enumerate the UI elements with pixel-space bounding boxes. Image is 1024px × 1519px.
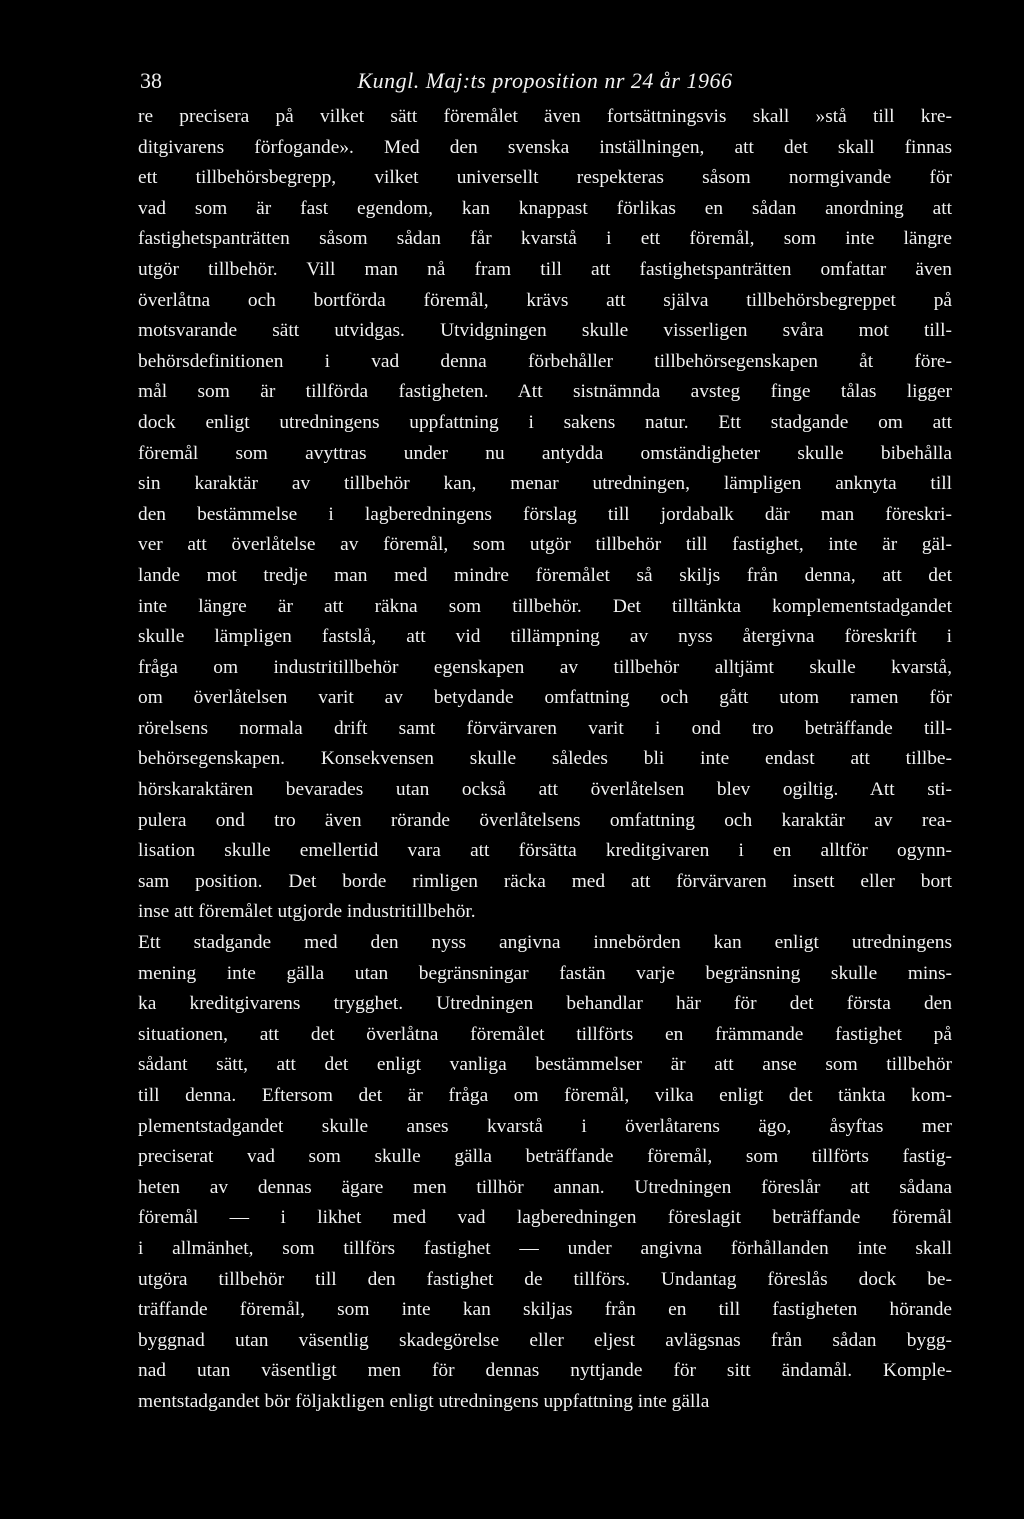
text-line: preciserat vad som skulle gälla beträffande föremål, som tillförts fastig- [138,1146,952,1168]
text-line: plementstadgandet skulle anses kvarstå i överlåtarens ägo, åsyftas mer [138,1115,952,1137]
text-line: lisation skulle emellertid vara att försätta kreditgivaren i en alltför ogynn- [138,840,952,862]
text-line: hörskaraktären bevarades utan också att överlåtelsen blev ogiltig. Att sti- [138,779,952,801]
text-line: mål som är tillförda fastigheten. Att sistnämnda avsteg finge tålas ligger [138,381,952,403]
text-line: föremål — i likhet med vad lagberedningen föreslagit beträffande föremål [138,1207,952,1229]
paragraph [138,928,952,1418]
text-line: utgöra tillbehör till den fastighet de tillförs. Undantag föreslås dock be- [138,1268,952,1290]
text-line: dock enligt utredningens uppfattning i sakens natur. Ett stadgande om att [138,411,952,433]
text-line: till denna. Eftersom det är fråga om föremål, vilka enligt det tänkta kom- [138,1085,952,1106]
text-line: utgör tillbehör. Vill man nå fram till att fastighetspanträtten omfattar även [138,258,952,280]
text-line: situationen, att det överlåtna föremålet tillförts en främmande fastighet på [138,1023,952,1045]
text-line: pulera ond tro även rörande överlåtelsens omfattning och karaktär av rea- [138,809,952,831]
text-line: skulle lämpligen fastslå, att vid tillämpning av nyss återgivna föreskrift i [138,626,952,648]
text-line: heten av dennas ägare men tillhör annan. Utredningen föreslår att sådana [138,1176,952,1198]
text-line: fråga om industritillbehör egenskapen av tillbehör alltjämt skulle kvarstå, [138,656,952,678]
text-line: överlåtna och bortförda föremål, krävs att själva tillbehörsbegreppet på [138,289,952,311]
page-header [138,62,952,102]
text-line: i allmänhet, som tillförs fastighet — under angivna förhållanden inte skall [138,1237,952,1259]
text-line: byggnad utan väsentlig skadegörelse eller eljest avlägsnas från sådan bygg- [138,1329,952,1351]
text-line: Ett stadgande med den nyss angivna innebörden kan enligt utredningens [138,932,952,954]
text-line: nad utan väsentligt men för dennas nyttjande för sitt ändamål. Komple- [138,1360,952,1382]
page-number: 38 [140,68,162,93]
text-line: behörsdefinitionen i vad denna förbehåller tillbehörsegenskapen åt före- [138,350,952,372]
text-line: sin karaktär av tillbehör kan, menar utredningen, lämpligen anknyta till [138,473,952,495]
text-line: ett tillbehörsbegrepp, vilket universellt respekteras såsom normgivande för [138,167,952,189]
text-line: fastighetspanträtten såsom sådan får kvarstå i ett föremål, som inte längre [138,228,952,250]
text-line: föremål som avyttras under nu antydda omständigheter skulle bibehålla [138,442,952,464]
text-line: träffande föremål, som inte kan skiljas från en till fastigheten hörande [138,1299,952,1321]
text-line: vad som är fast egendom, kan knappast förlikas en sådan anordning att [138,197,952,219]
text-line: re precisera på vilket sätt föremålet även fortsättningsvis skall »stå till kre- [138,106,952,127]
body-text [138,102,952,1418]
text-line: om överlåtelsen varit av betydande omfattning och gått utom ramen för [138,687,952,709]
text-line: ver att överlåtelse av föremål, som utgör tillbehör till fastighet, inte är gäl- [138,534,952,556]
text-line: den bestämmelse i lagberedningens förslag till jordabalk där man föreskri- [138,503,952,525]
text-line: mentstadgandet bör följaktligen enligt utredningens uppfattning inte gälla [138,1390,710,1412]
text-line: mening inte gälla utan begränsningar fastän varje begränsning skulle mins- [138,962,952,984]
paragraph [138,102,952,928]
text-line: inse att föremålet utgjorde industritillbehör. [138,901,476,923]
text-line: inte längre är att räkna som tillbehör. Det tilltänkta komplementstadgandet [138,595,952,617]
text-line: rörelsens normala drift samt förvärvaren varit i ond tro beträffande till- [138,717,952,739]
text-line: ka kreditgivarens trygghet. Utredningen behandlar här för det första den [138,993,952,1015]
text-line: motsvarande sätt utvidgas. Utvidgningen skulle visserligen svåra mot till- [138,320,952,342]
running-title: Kungl. Maj:ts proposition nr 24 år 1966 [357,68,733,93]
text-line: behörsegenskapen. Konsekvensen skulle således bli inte endast att tillbe- [138,748,952,770]
document-page [138,62,952,1418]
text-line: sam position. Det borde rimligen räcka med att förvärvaren insett eller bort [138,870,952,892]
text-line: ditgivarens förfogande». Med den svenska inställningen, att det skall finnas [138,136,952,158]
text-line: sådant sätt, att det enligt vanliga bestämmelser är att anse som tillbehör [138,1054,952,1076]
text-line: lande mot tredje man med mindre föremålet så skiljs från denna, att det [138,564,952,586]
